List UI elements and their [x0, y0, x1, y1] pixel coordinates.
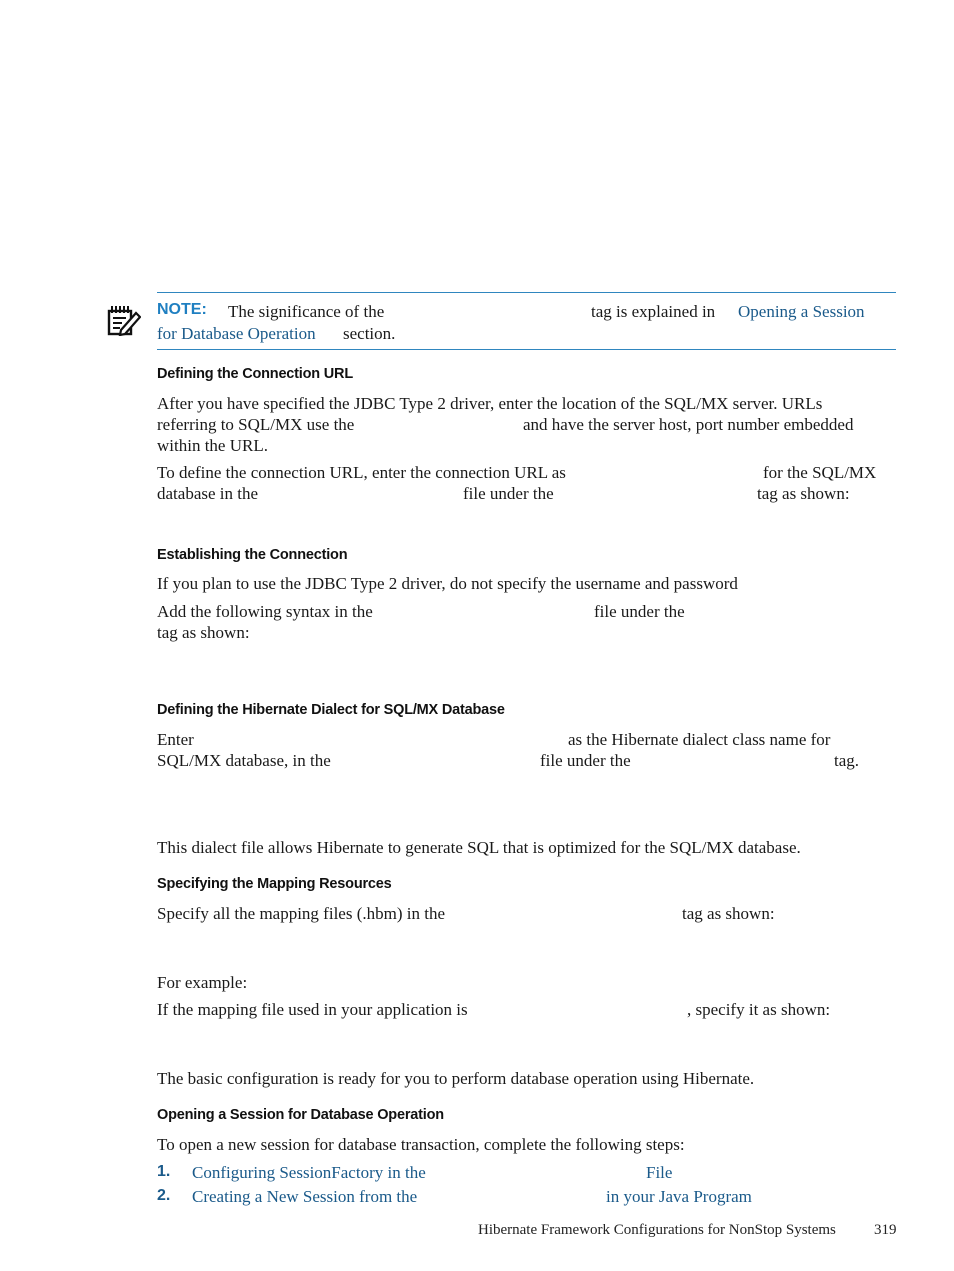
paragraph-line: file under the	[594, 602, 685, 621]
heading-connection-url: Defining the Connection URL	[157, 366, 353, 382]
heading-opening-session: Opening a Session for Database Operation	[157, 1107, 444, 1123]
step-link-configuring-sessionfactory-file[interactable]: File	[646, 1163, 673, 1182]
note-text-a: The significance of the	[228, 302, 385, 321]
paragraph-line: The basic configuration is ready for you to perform database operation using Hibernate.	[157, 1069, 755, 1088]
paragraph-line: referring to SQL/MX use the	[157, 415, 355, 434]
note-label: NOTE:	[157, 301, 207, 318]
paragraph-line: This dialect file allows Hibernate to generate SQL that is optimized for the SQL/MX database.	[157, 838, 801, 857]
paragraph-line: file under the	[540, 751, 631, 770]
paragraph-line: Specify all the mapping files (.hbm) in the	[157, 904, 445, 923]
paragraph-line: To define the connection URL, enter the connection URL as	[157, 463, 566, 482]
note-top-rule	[157, 292, 896, 293]
note-icon	[107, 304, 141, 341]
paragraph-line: SQL/MX database, in the	[157, 751, 331, 770]
paragraph-line: Add the following syntax in the	[157, 602, 373, 621]
paragraph-line: tag as shown:	[157, 623, 250, 642]
step-link-creating-session[interactable]: Creating a New Session from the	[192, 1187, 418, 1206]
note-bottom-rule	[157, 349, 896, 350]
step-link-creating-session-java[interactable]: in your Java Program	[606, 1187, 752, 1206]
note-text-b: tag is explained in	[591, 302, 716, 321]
step-number: 2.	[157, 1187, 171, 1204]
paragraph-line: database in the	[157, 484, 259, 503]
paragraph-line: and have the server host, port number embedded	[523, 415, 854, 434]
paragraph-line: file under the	[463, 484, 554, 503]
heading-hibernate-dialect: Defining the Hibernate Dialect for SQL/MX Database	[157, 702, 505, 718]
footer-page-number: 319	[874, 1222, 897, 1238]
footer-title: Hibernate Framework Configurations for NonStop Systems	[478, 1222, 836, 1238]
paragraph-line: as the Hibernate dialect class name for	[568, 730, 831, 749]
paragraph-line: After you have specified the JDBC Type 2 driver, enter the location of the SQL/MX server. URLs	[157, 394, 823, 413]
paragraph-line: If the mapping file used in your application is	[157, 1000, 468, 1019]
paragraph-line: To open a new session for database transaction, complete the following steps:	[157, 1135, 685, 1154]
note-link-opening-session[interactable]: Opening a Session	[738, 302, 865, 321]
paragraph-line: For example:	[157, 973, 248, 992]
heading-establishing-connection: Establishing the Connection	[157, 547, 348, 563]
paragraph-line: Enter	[157, 730, 194, 749]
step-number: 1.	[157, 1163, 171, 1180]
paragraph-line: tag as shown:	[682, 904, 775, 923]
paragraph-line: tag.	[834, 751, 860, 770]
note-text-c: section.	[343, 324, 396, 343]
paragraph-line: If you plan to use the JDBC Type 2 driver, do not specify the username and password	[157, 574, 738, 593]
note-link-database-operation[interactable]: for Database Operation	[157, 324, 316, 343]
paragraph-line: within the URL.	[157, 436, 268, 455]
step-link-configuring-sessionfactory[interactable]: Configuring SessionFactory in the	[192, 1163, 426, 1182]
paragraph-line: tag as shown:	[757, 484, 850, 503]
paragraph-line: for the SQL/MX	[763, 463, 877, 482]
heading-mapping-resources: Specifying the Mapping Resources	[157, 876, 392, 892]
paragraph-line: , specify it as shown:	[687, 1000, 831, 1019]
